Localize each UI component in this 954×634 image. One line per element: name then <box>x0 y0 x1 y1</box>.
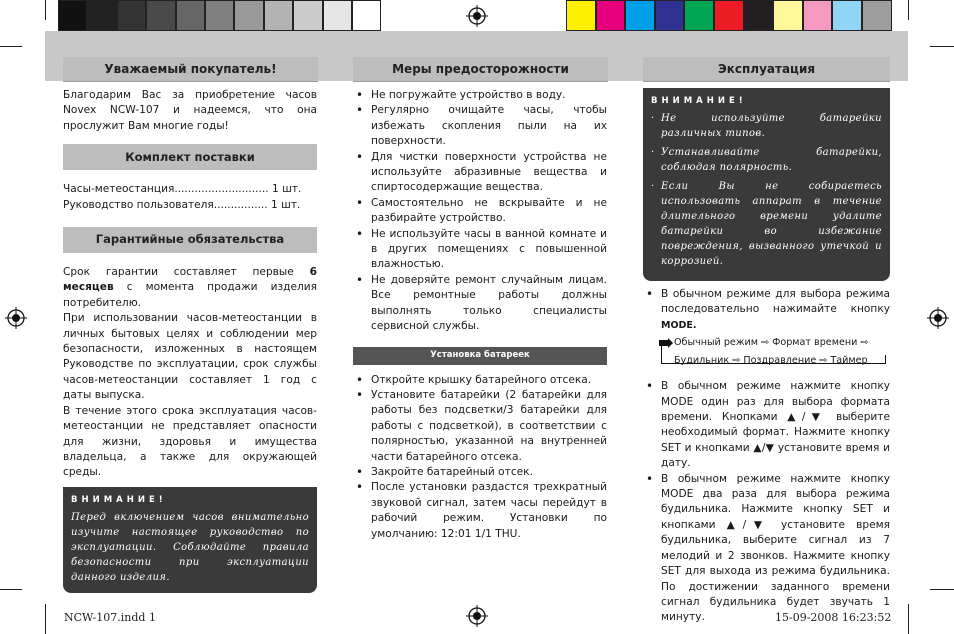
right-column <box>643 88 890 626</box>
battery-steps-list <box>353 373 607 542</box>
warranty-title: Гарантийные обязательства <box>63 227 317 253</box>
color-swatch <box>205 0 234 31</box>
crop-mark <box>0 46 22 47</box>
attention-title: ВНИМАНИЕ! <box>651 96 747 106</box>
list-item: • В обычном режиме нажмите кнопку MODE один раз для выбора формата времени. Кнопками ▲/▼ выберите необходимый формат. Нажмите кнопку SET и кнопками ▲/▼ установите время и дату. <box>646 379 890 470</box>
color-swatch <box>58 0 87 31</box>
list-item: • Откройте крышку батарейного отсека. <box>356 372 592 387</box>
list-item: • Для чистки поверхности устройства не используйте абразивные вещества и спиртосодержащие вещества. <box>356 149 607 194</box>
battery-title: Установка батареек <box>353 347 607 365</box>
operation-list-2 <box>643 379 890 626</box>
crop-mark <box>930 46 954 47</box>
warranty-p1-c: с момента продажи изделия потребителю. <box>63 281 317 309</box>
color-swatch <box>117 0 146 31</box>
crop-mark <box>930 589 954 590</box>
crop-mark <box>908 604 909 634</box>
crop-mark <box>0 589 22 590</box>
list-item: • Установите батарейки (2 батарейки для работы без подсветки/3 батарейки для работы с подсветкой), в соответствии с полярностью, указанной на внутренней части батарейного отсека. <box>356 387 607 463</box>
attention-item: · Если Вы не собираетесь использовать аппарат в течение длительного времени удалите батарейки во избежание повреждения, вызванного утечкой и коррозией. <box>651 181 882 267</box>
warranty-p1-a: Срок гарантии составляет первые <box>63 266 310 279</box>
mode-flow <box>643 335 890 371</box>
intro-text: Благодарим Вас за приобретение часов Novex NCW-107 и надеемся, что она прослужит Вам многие годы! <box>63 89 317 132</box>
header-left: Уважаемый покупатель! <box>63 57 318 82</box>
attention-title: ВНИМАНИЕ! <box>71 494 167 505</box>
attention-item: · Устанавливайте батарейки, соблюдая полярность. <box>651 147 882 173</box>
kit-item: Руководство пользователя................ 1 шт. <box>63 198 301 211</box>
list-item: • Не используйте часы в ванной комнате и в других помещениях с повышенной влажностью. <box>356 226 607 271</box>
color-swatch <box>803 0 833 31</box>
color-swatch <box>655 0 685 31</box>
color-swatch <box>146 0 175 31</box>
attention-text: Перед включением часов внимательно изучите настоящее руководство по эксплуатации. Соблюдайте правила безопасности при эксплуатации данного изделия. <box>71 511 309 583</box>
warranty-p2: При использовании часов-метеостанции в личных бытовых целях и соблюдении мер безопасности, изложенных в настоящем Руководстве по эксплуатации, срок службы часов-метеостанции составляет 1 год с даты выпуска. <box>63 312 317 402</box>
warranty-p3: В течение этого срока эксплуатация часов-метеостанции не представляет опасности для жизни, здоровья и имущества владельца, а также для окружающей среды. <box>63 404 317 479</box>
color-swatch <box>566 0 596 31</box>
flow-line-1: Обычный режим ⇨ Формат времени ⇨ <box>674 337 869 349</box>
left-column <box>63 88 317 593</box>
operation-list <box>643 287 890 333</box>
flow-line-2: Будильник ⇨ Поздравление ⇨ Таймер <box>674 355 868 367</box>
list-item: • Не погружайте устройство в воду. <box>356 88 566 102</box>
color-swatch <box>625 0 655 31</box>
color-swatch <box>176 0 205 31</box>
kit-item: Часы-метеостанция............................ 1 шт. <box>63 183 302 196</box>
attention-box-left <box>63 487 317 593</box>
color-swatch <box>773 0 803 31</box>
color-swatch <box>596 0 626 31</box>
middle-column <box>353 88 607 542</box>
header-middle: Меры предосторожности <box>353 57 608 82</box>
crop-mark <box>45 0 46 20</box>
color-swatch <box>744 0 774 31</box>
color-swatch <box>87 0 116 31</box>
precautions-list <box>353 88 607 335</box>
list-item: • Не доверяйте ремонт случайным лицам. Все ремонтные работы должны выполнять только специалисты сервисной службы. <box>356 272 607 333</box>
list-item: • Регулярно очищайте часы, чтобы избежать скопления пыли на их поверхности. <box>356 103 607 148</box>
list-item: • После установки раздастся трехкратный звуковой сигнал, затем часы перейдут в рабочий режим. Установки по умолчанию: 12:01 1/1 THU. <box>356 480 607 540</box>
color-swatch <box>352 0 381 31</box>
list-item: • В обычном режиме нажмите кнопку MODE два раза для выбора режима будильника. Нажмите кнопку SET и кнопками ▲/▼ установите время будильника, выберите сигнал из 7 мелодий и 2 звонков. Нажмите кнопку SET для выхода из режима будильника. По достижении заданного времени сигнал будильника будет звучать 1 минуту. <box>646 471 890 624</box>
warranty-p1 <box>63 265 317 311</box>
warranty-p1-bold: 6 месяцев <box>63 266 317 294</box>
color-swatch <box>684 0 714 31</box>
color-swatch <box>323 0 352 31</box>
color-swatch <box>293 0 322 31</box>
footer-datetime: 15-09-2008 16:23:52 <box>775 611 892 624</box>
mode-key: MODE. <box>661 319 697 331</box>
list-item: • В обычном режиме для выбора режима последовательно нажимайте кнопку MODE. <box>646 287 890 331</box>
crop-mark <box>45 604 46 634</box>
registration-mark-icon <box>5 307 27 329</box>
color-swatch <box>832 0 862 31</box>
footer-file: NCW-107.indd 1 <box>64 611 156 624</box>
header-right: Эксплуатация <box>643 57 890 82</box>
crop-mark <box>908 0 909 20</box>
color-swatch <box>234 0 263 31</box>
registration-mark-icon <box>927 307 949 329</box>
color-swatch <box>862 0 892 31</box>
list-item: • Закройте батарейный отсек. <box>356 464 533 479</box>
registration-mark-icon <box>466 5 488 27</box>
kit-title: Комплект поставки <box>63 144 317 170</box>
color-swatch <box>714 0 744 31</box>
list-item: • Самостоятельно не вскрывайте и не разбирайте устройство. <box>356 195 607 225</box>
attention-item: · Не используйте батарейки различных типов. <box>651 113 882 139</box>
attention-box-right <box>643 88 890 281</box>
color-swatch <box>264 0 293 31</box>
registration-mark-icon <box>466 605 488 627</box>
